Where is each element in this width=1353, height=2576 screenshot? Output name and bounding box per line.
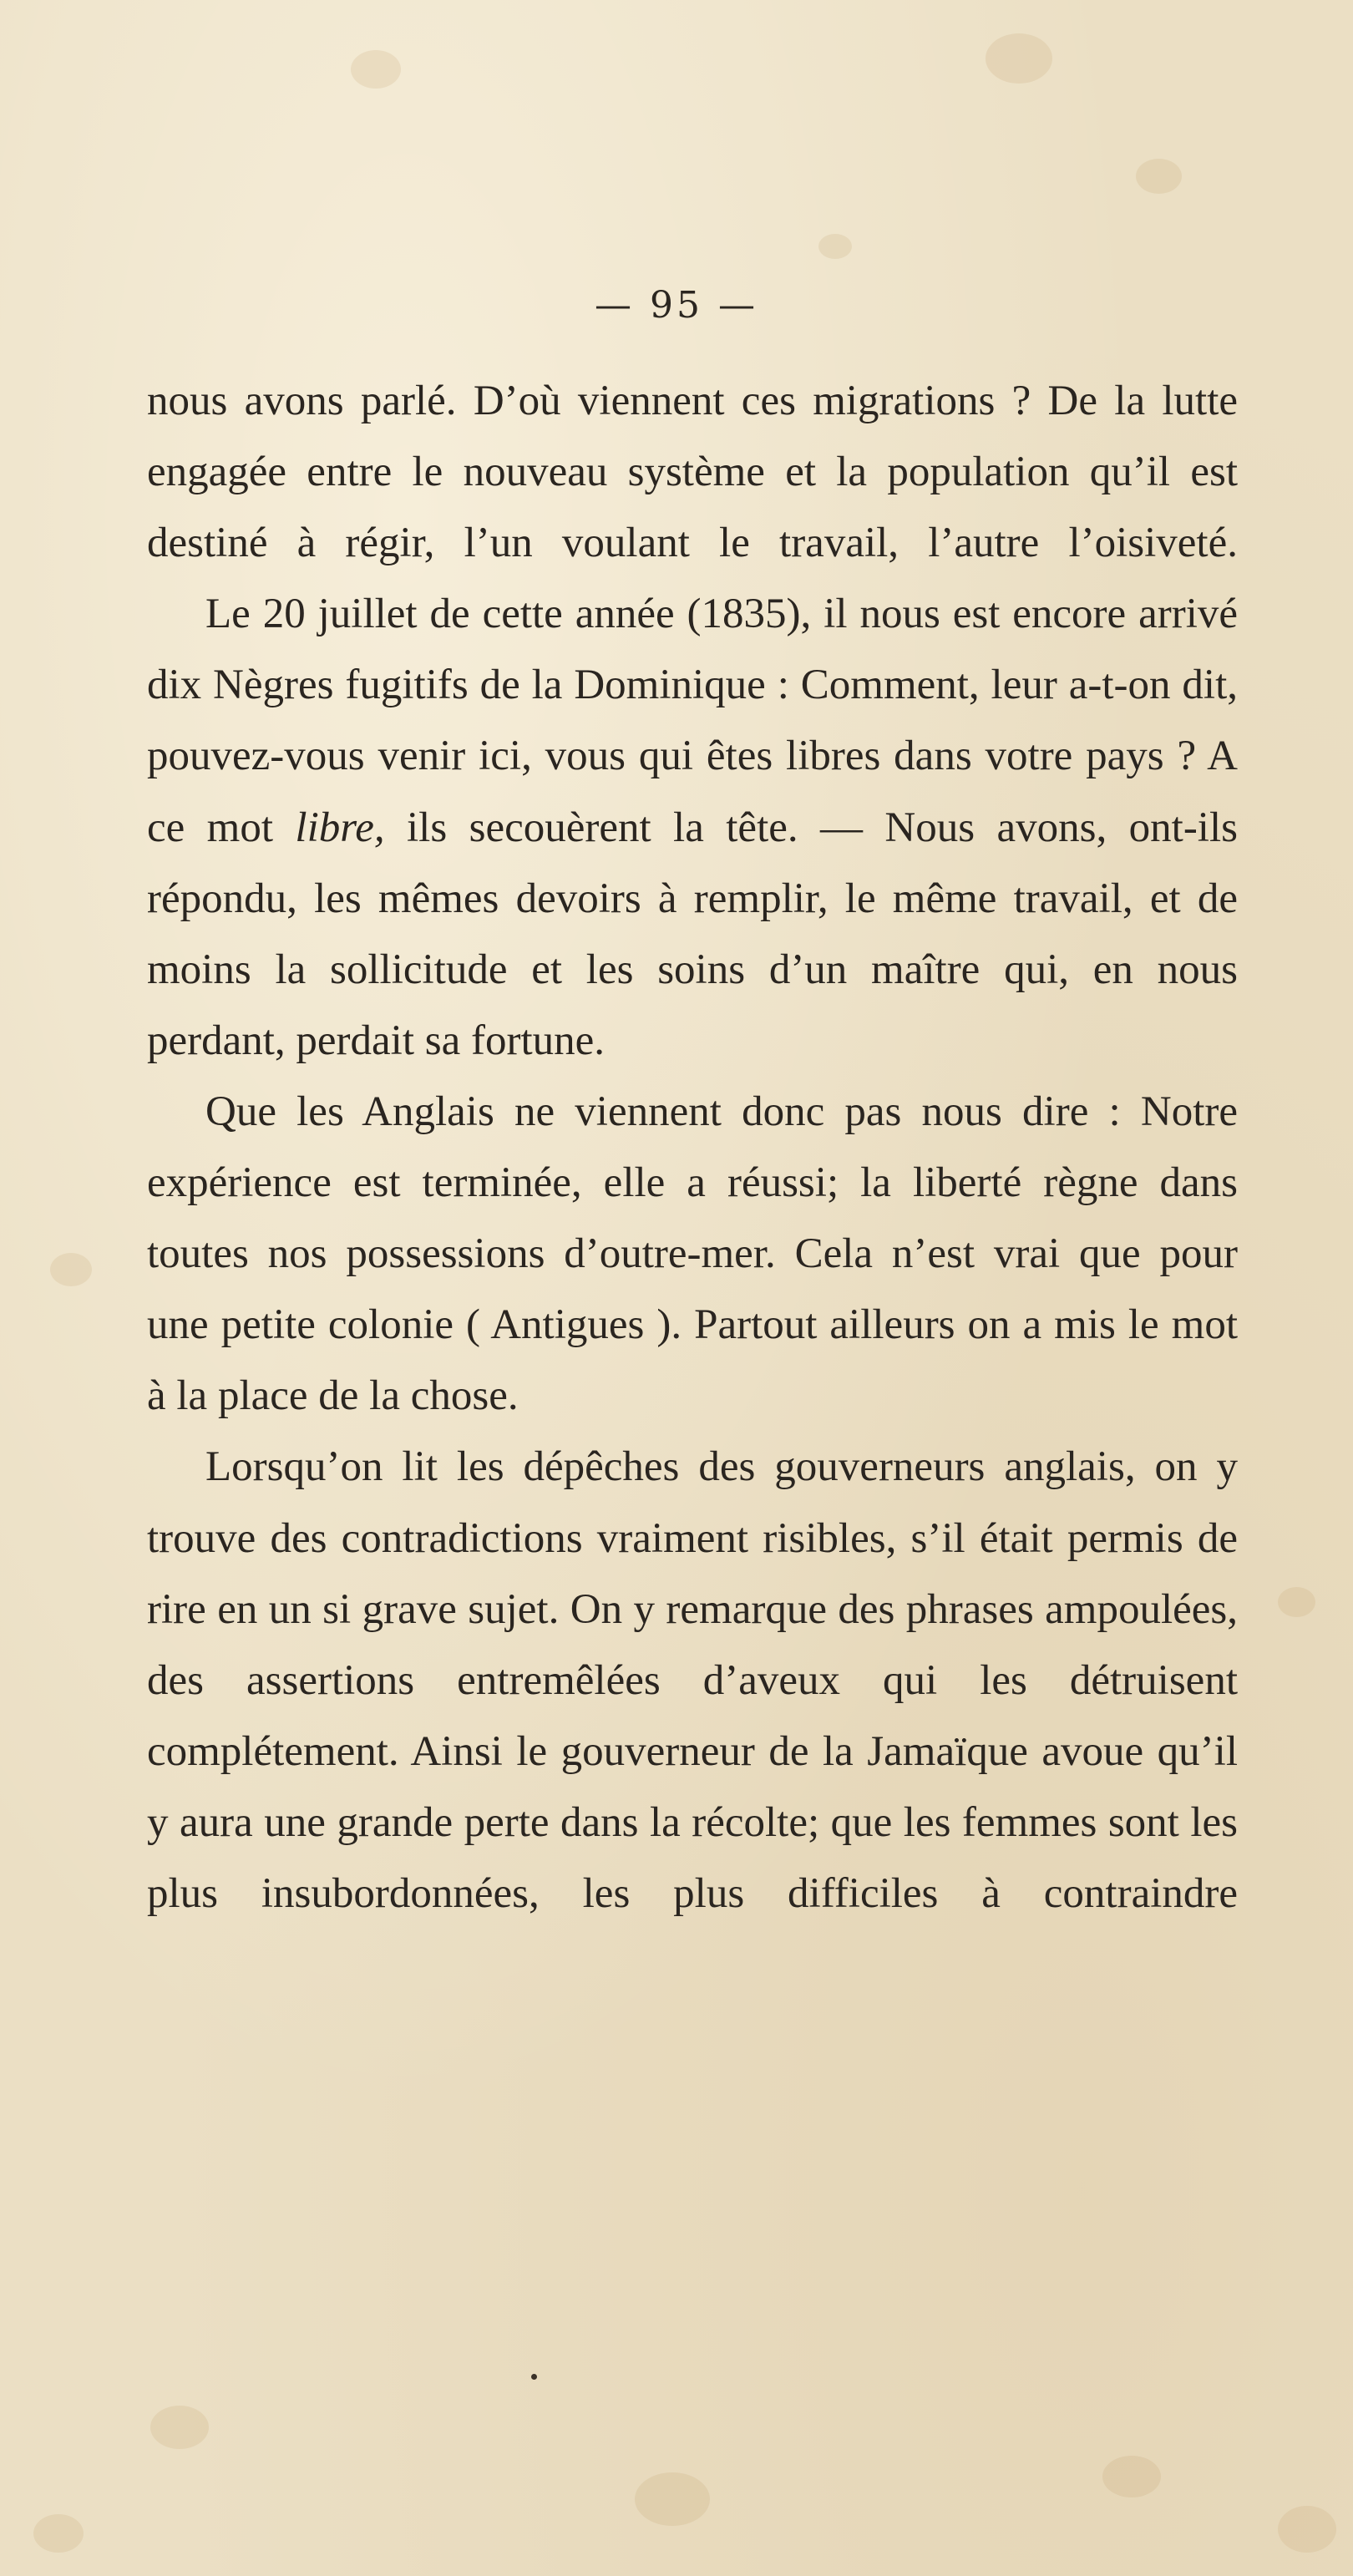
paper-stain — [33, 2514, 84, 2553]
paper-stain — [1278, 1587, 1315, 1617]
paper-stain — [351, 50, 401, 89]
paper-stain — [818, 234, 852, 259]
paragraph-text: Le 20 juillet de cette année (1835), il nous est encore arrivé dix Nègres fugitifs de la Dominique : Comment, leur a-t-on dit, pouvez-vous venir ici, vous qui êtes libres dans votre pays ? A ce mot — [147, 591, 1238, 851]
paper-stain — [986, 33, 1052, 84]
paragraph — [147, 579, 1238, 1077]
paragraph-text: ils secouèrent la tête. — Nous avons, ont-ils répondu, les mêmes devoirs à remplir, le même travail, et de moins la sollicitude et les soins d’un maître qui, en nous perdant, perdait sa fortune. — [147, 804, 1238, 1064]
paper-stain — [150, 2406, 209, 2449]
paragraph-continues: Lorsqu’on lit les dépêches des gouverneurs anglais, on y trouve des contradictions vraiment risibles, s’il était permis de rire en un si grave sujet. On y remarque des phrases ampoulées, des assertions entremêlées d’aveux qui les détruisent complétement. Ainsi le gouverneur de la Jamaïque avoue qu’il y aura une grande perte dans la récolte; que les femmes sont les plus insubordonnées, les plus difficiles à contraindre — [147, 1443, 1238, 1917]
printer-mark — [531, 2374, 537, 2380]
paper-stain — [1136, 159, 1182, 194]
paper-stain — [635, 2472, 710, 2526]
paper-stain — [50, 1253, 92, 1286]
body-text — [147, 366, 1238, 1929]
paragraph-continued: nous avons parlé. D’où viennent ces migrations ? De la lutte engagée entre le nouveau système et la population qu’il est destiné à régir, l’un voulant le travail, l’autre l’oisiveté. — [147, 378, 1238, 567]
paper-stain — [1102, 2456, 1161, 2497]
paper-stain — [1278, 2506, 1336, 2553]
paragraph: Que les Anglais ne viennent donc pas nous dire : Notre expérience est terminée, elle a réussi; la liberté règne dans toutes nos possessions d’outre-mer. Cela n’est vrai que pour une petite colonie ( Antigues ). Partout ailleurs on a mis le mot à la place de la chose. — [147, 1088, 1238, 1420]
page-number: — 95 — — [595, 284, 758, 327]
emphasis-word: libre, — [295, 804, 385, 851]
